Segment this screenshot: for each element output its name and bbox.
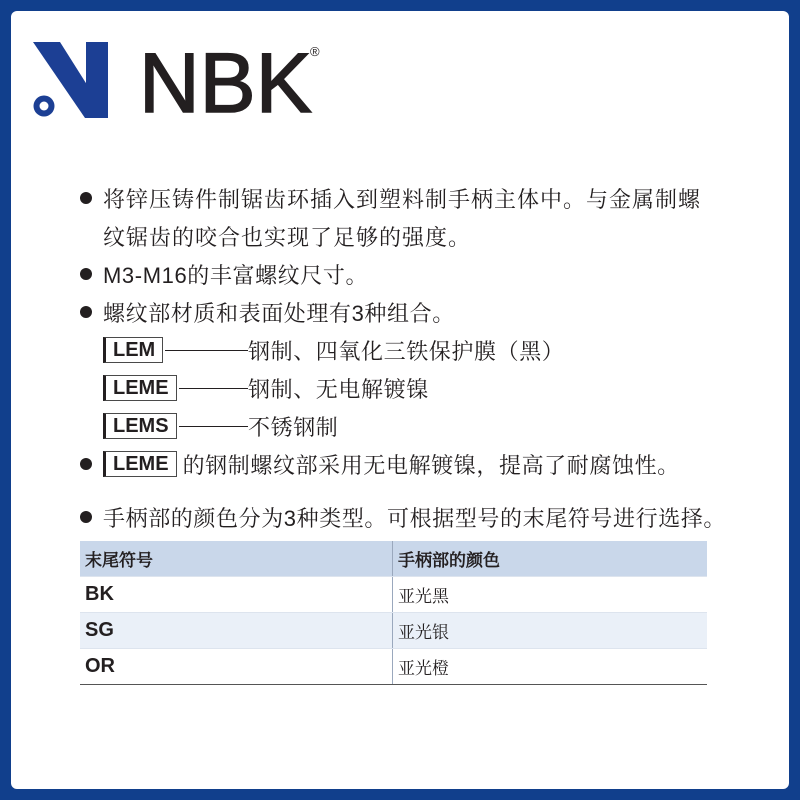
- bullet-icon: [80, 192, 92, 204]
- suffix-cell: SG: [80, 613, 393, 648]
- list-item: [78, 179, 778, 217]
- feature-text: 的钢制螺纹部采用无电解镀镍，提高了耐腐蚀性。: [182, 452, 680, 478]
- bullet-icon: [80, 268, 92, 280]
- code-tag: LEMS: [103, 413, 177, 439]
- code-tag: LEME: [103, 375, 177, 401]
- list-item: [78, 293, 778, 331]
- feature-text: 纹锯齿的咬合也实现了足够的强度。: [103, 224, 472, 250]
- combination-code-cell: [103, 337, 248, 363]
- list-item: [78, 445, 778, 483]
- combination-code-cell: [103, 375, 248, 401]
- table-header-color: 手柄部的颜色: [398, 551, 500, 570]
- feature-list: [78, 179, 778, 536]
- nbk-logo-mark-icon: [32, 40, 110, 120]
- feature-text: M3-M16的丰富螺纹尺寸。: [103, 262, 369, 288]
- connector-line: [179, 388, 248, 389]
- feature-text: 将锌压铸件制锯齿环插入到塑料制手柄主体中。与金属制螺: [103, 186, 702, 212]
- table-header-suffix: 末尾符号: [80, 541, 393, 576]
- brand-wordmark: NBK: [139, 36, 312, 130]
- combination-row: [78, 369, 778, 407]
- list-item: [78, 498, 778, 536]
- feature-text: 螺纹部材质和表面处理有3种组合。: [103, 300, 455, 326]
- bullet-icon: [80, 458, 92, 470]
- combination-row: [78, 331, 778, 369]
- table-row: [80, 648, 707, 684]
- table-row: [80, 612, 707, 648]
- code-tag: LEME: [103, 451, 177, 477]
- table-header-row: [80, 541, 707, 576]
- list-item: [78, 255, 778, 293]
- handle-color-table: [80, 541, 707, 685]
- connector-line: [179, 426, 248, 427]
- table-row: [80, 576, 707, 612]
- suffix-cell: BK: [80, 577, 393, 612]
- combination-description: 钢制、无电解镀镍: [248, 376, 429, 402]
- connector-line: [165, 350, 248, 351]
- code-tag: LEM: [103, 337, 163, 363]
- combination-row: [78, 407, 778, 445]
- registered-mark: ®: [310, 44, 320, 59]
- bullet-icon: [80, 306, 92, 318]
- feature-text: 手柄部的颜色分为3种类型。可根据型号的末尾符号进行选择。: [103, 505, 727, 531]
- color-cell: 亚光黑: [398, 587, 449, 606]
- color-cell: 亚光橙: [398, 659, 449, 678]
- combination-code-cell: [103, 413, 248, 439]
- color-cell: 亚光银: [398, 623, 449, 642]
- combination-description: 钢制、四氧化三铁保护膜（黑）: [248, 338, 565, 364]
- list-item-continuation: [78, 217, 778, 255]
- spacer: [78, 483, 778, 498]
- bullet-icon: [80, 511, 92, 523]
- suffix-cell: OR: [80, 649, 393, 684]
- combination-description: 不锈钢制: [248, 414, 339, 440]
